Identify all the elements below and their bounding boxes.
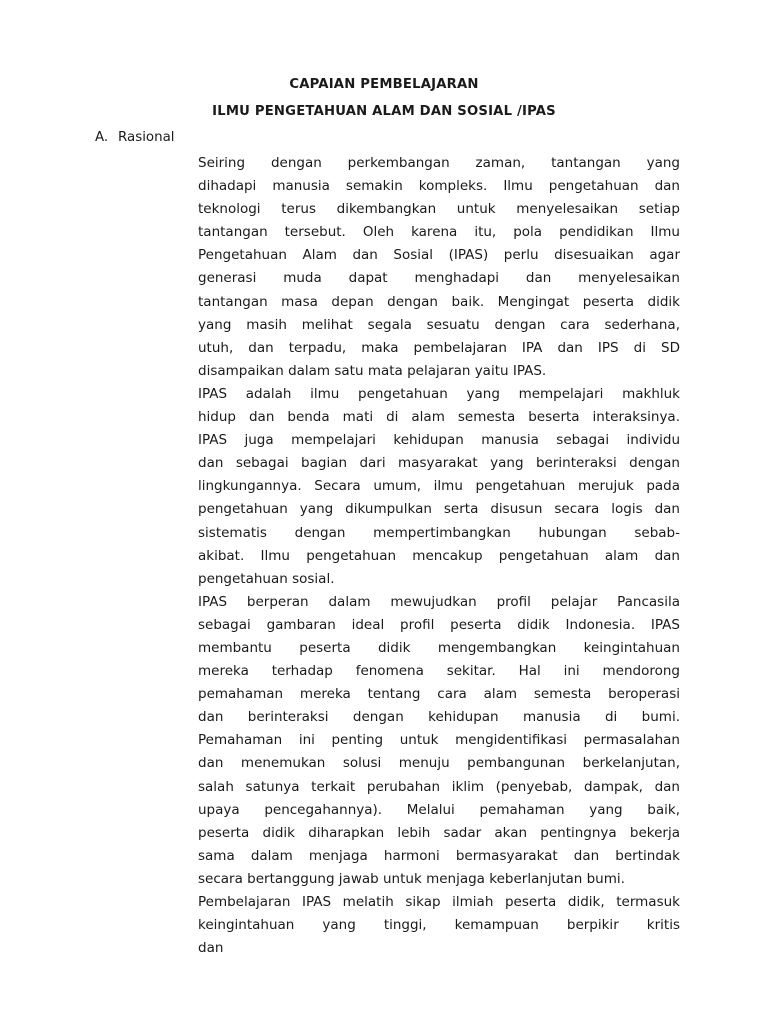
paragraph <box>198 891 680 960</box>
text-line: pengetahuan yang dikumpulkan serta disusun secara logis dan <box>198 501 680 518</box>
text-line: teknologi terus dikembangkan untuk menyelesaikan setiap <box>198 201 680 218</box>
text-line: secara bertanggung jawab untuk menjaga keberlanjutan bumi. <box>198 870 625 887</box>
section-body <box>198 152 680 960</box>
text-line: IPAS berperan dalam mewujudkan profil pelajar Pancasila <box>198 593 680 610</box>
text-line: sistematis dengan mempertimbangkan hubungan sebab- <box>198 524 680 541</box>
text-line: pengetahuan sosial. <box>198 570 335 587</box>
paragraph <box>198 152 680 383</box>
text-line: sebagai gambaran ideal profil peserta didik Indonesia. IPAS <box>198 616 680 633</box>
text-line: tantangan tersebut. Oleh karena itu, pola pendidikan Ilmu <box>198 224 680 241</box>
text-line: Seiring dengan perkembangan zaman, tantangan yang <box>198 155 680 171</box>
text-line: akibat. Ilmu pengetahuan mencakup pengetahuan alam dan <box>198 547 680 564</box>
document-title: CAPAIAN PEMBELAJARAN <box>289 77 479 92</box>
text-line: membantu peserta didik mengembangkan keingintahuan <box>198 639 680 656</box>
document-subtitle: ILMU PENGETAHUAN ALAM DAN SOSIAL /IPAS <box>212 104 556 119</box>
text-line: disampaikan dalam satu mata pelajaran yaitu IPAS. <box>198 362 547 379</box>
text-line: yang masih melihat segala sesuatu dengan cara sederhana, <box>198 316 680 333</box>
text-line: IPAS adalah ilmu pengetahuan yang mempelajari makhluk <box>198 385 680 402</box>
text-line: keingintahuan yang tinggi, kemampuan berpikir kritis <box>198 917 680 934</box>
text-line: sama dalam menjaga harmoni bermasyarakat dan bertindak <box>198 847 680 864</box>
text-line: upaya pencegahannya). Melalui pemahaman yang baik, <box>198 801 680 818</box>
paragraph <box>198 383 680 591</box>
text-line: lingkungannya. Secara umum, ilmu pengetahuan merujuk pada <box>198 478 680 495</box>
section-number: A. <box>95 130 109 145</box>
text-line: utuh, dan terpadu, maka pembelajaran IPA dan IPS di SD <box>198 339 680 356</box>
text-line: hidup dan benda mati di alam semesta beserta interaksinya. <box>198 409 680 426</box>
text-line: pemahaman mereka tentang cara alam semesta beroperasi <box>198 686 680 703</box>
text-line: salah satunya terkait perubahan iklim (penyebab, dampak, dan <box>198 778 680 795</box>
section-title: Rasional <box>118 130 175 145</box>
text-line: peserta didik diharapkan lebih sadar akan pentingnya bekerja <box>198 824 680 841</box>
text-line: dan sebagai bagian dari masyarakat yang berinteraksi dengan <box>198 455 680 472</box>
text-line: mereka terhadap fenomena sekitar. Hal ini mendorong <box>198 663 680 680</box>
text-line: Pengetahuan Alam dan Sosial (IPAS) perlu disesuaikan agar <box>198 247 680 264</box>
text-line: Pemahaman ini penting untuk mengidentifikasi permasalahan <box>198 732 680 749</box>
section-heading <box>95 130 175 145</box>
text-line: dan menemukan solusi menuju pembangunan berkelanjutan, <box>198 755 680 772</box>
text-line: dan <box>198 940 224 957</box>
text-line: dihadapi manusia semakin kompleks. Ilmu pengetahuan dan <box>198 178 680 195</box>
text-line: Pembelajaran IPAS melatih sikap ilmiah peserta didik, termasuk <box>198 894 680 910</box>
paragraph <box>198 591 680 891</box>
text-line: tantangan masa depan dengan baik. Mengingat peserta didik <box>198 293 680 310</box>
text-line: dan berinteraksi dengan kehidupan manusia di bumi. <box>198 709 680 726</box>
text-line: IPAS juga mempelajari kehidupan manusia sebagai individu <box>198 432 680 449</box>
text-line: generasi muda dapat menghadapi dan menyelesaikan <box>198 270 680 287</box>
